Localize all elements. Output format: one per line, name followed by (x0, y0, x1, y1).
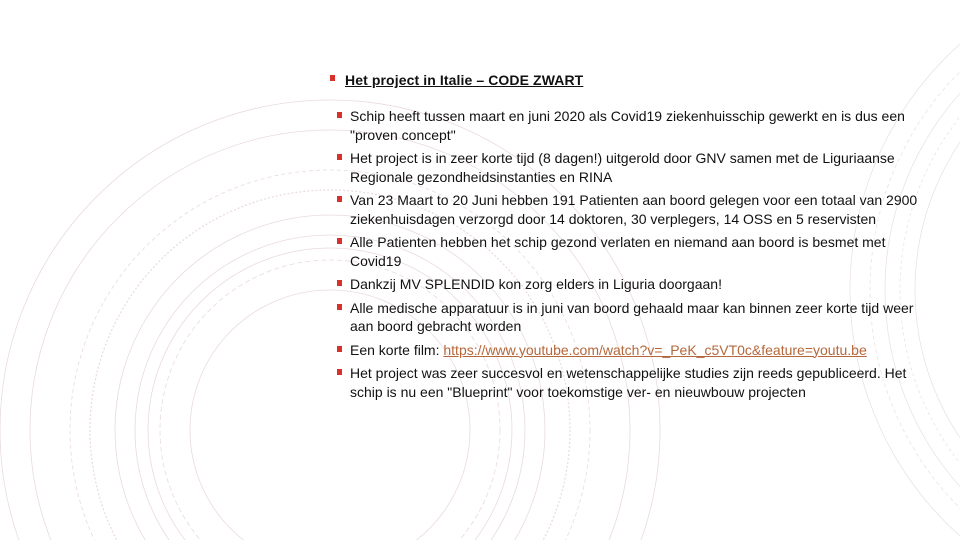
list-item (337, 233, 940, 270)
list-item-text: Alle medische apparatuur is in juni van boord gehaald maar kan binnen zeer korte tijd weer aan boord gebracht worden (350, 299, 914, 334)
list-item-text: Het project was zeer succesvol en wetenschappelijke studies zijn reeds gepubliceerd. Het schip is nu een "Blueprint" voor toekomstige ver- en nieuwbouw projecten (350, 365, 907, 400)
list-item (337, 364, 940, 401)
bullet-list (330, 107, 940, 401)
list-item-text: Het project is in zeer korte tijd (8 dagen!) uitgerold door GNV samen met de Liguriaanse Regionale gezondheidsinstanties en RINA (350, 150, 895, 185)
square-bullet-icon (337, 280, 342, 286)
list-item (337, 149, 940, 186)
list-item-text: Alle Patienten hebben het schip gezond verlaten en niemand aan boord is besmet met Covid19 (350, 234, 886, 269)
square-bullet-icon (330, 75, 335, 81)
list-item (337, 299, 940, 336)
list-item-text: Dankzij MV SPLENDID kon zorg elders in Liguria doorgaan! (350, 276, 722, 292)
square-bullet-icon (337, 196, 342, 202)
heading-row (330, 71, 940, 89)
list-item (337, 341, 940, 360)
slide-heading: Het project in Italie – CODE ZWART (345, 72, 584, 88)
list-item (337, 275, 940, 294)
square-bullet-icon (337, 369, 342, 375)
list-item (337, 191, 940, 228)
square-bullet-icon (337, 154, 342, 160)
film-label: Een korte film: (350, 341, 444, 358)
youtube-link[interactable]: https://www.youtube.com/watch?v=_PeK_c5VT0c&feature=youtu.be (443, 341, 867, 358)
square-bullet-icon (337, 304, 342, 310)
list-item (337, 107, 940, 144)
square-bullet-icon (337, 112, 342, 118)
list-item-text: Van 23 Maart to 20 Juni hebben 191 Patienten aan boord gelegen voor een totaal van 2900 ziekenhuisdagen verzorgd door 14 doktoren, 30 verplegers, 14 OSS en 5 reservisten (350, 192, 918, 227)
list-item-text: Schip heeft tussen maart en juni 2020 als Covid19 ziekenhuisschip gewerkt en is dus een "proven concept" (350, 108, 905, 143)
square-bullet-icon (337, 346, 342, 352)
list-item-text (350, 341, 940, 360)
slide-content (330, 71, 940, 406)
square-bullet-icon (337, 238, 342, 244)
